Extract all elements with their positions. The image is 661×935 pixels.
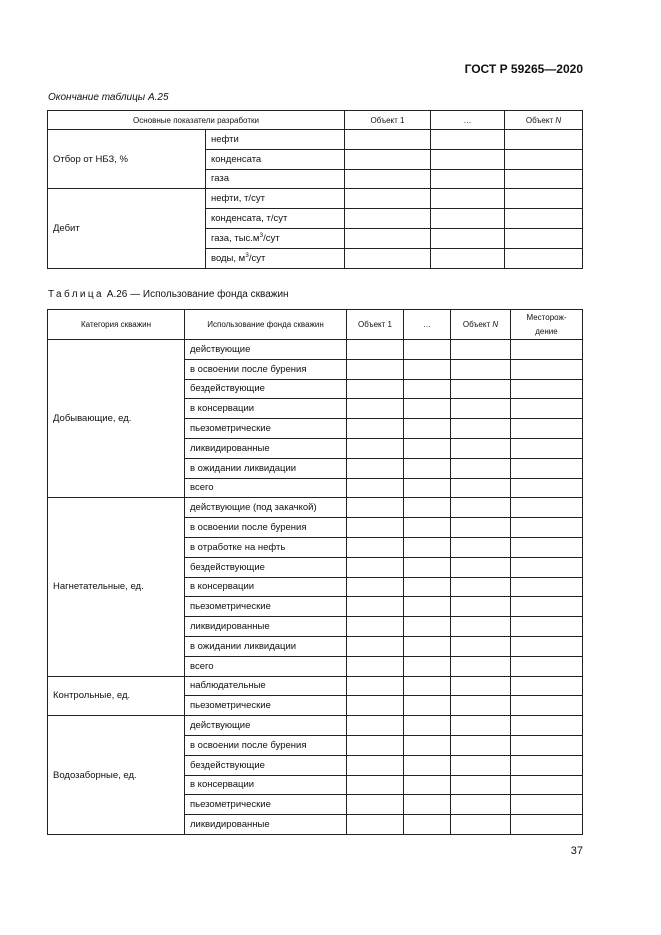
value-cell <box>511 696 583 716</box>
value-cell <box>511 815 583 835</box>
value-cell <box>511 359 583 379</box>
value-cell <box>347 458 404 478</box>
value-cell <box>404 340 451 360</box>
value-cell <box>511 795 583 815</box>
value-cell <box>451 775 511 795</box>
value-cell <box>345 189 431 209</box>
value-cell <box>404 577 451 597</box>
value-cell <box>511 735 583 755</box>
value-cell <box>511 478 583 498</box>
value-cell <box>404 696 451 716</box>
table-row <box>48 130 583 150</box>
value-cell <box>404 815 451 835</box>
table-row <box>48 498 583 518</box>
indicator-label: конденсата <box>206 149 345 169</box>
value-cell <box>404 498 451 518</box>
value-cell <box>347 735 404 755</box>
value-cell <box>345 209 431 229</box>
value-cell <box>451 656 511 676</box>
column-header: Использование фонда скважин <box>185 310 347 340</box>
value-cell <box>347 359 404 379</box>
table-row <box>48 340 583 360</box>
value-cell <box>511 498 583 518</box>
value-cell <box>404 518 451 538</box>
value-cell <box>347 557 404 577</box>
column-header: … <box>404 310 451 340</box>
well-category-label: Водозаборные, ед. <box>48 716 185 835</box>
fund-usage-label: в консервации <box>185 775 347 795</box>
value-cell <box>451 399 511 419</box>
table-row <box>48 716 583 736</box>
value-cell <box>511 676 583 696</box>
column-header: Объект 1 <box>345 111 431 130</box>
value-cell <box>404 755 451 775</box>
value-cell <box>511 518 583 538</box>
value-cell <box>347 775 404 795</box>
table-row <box>48 676 583 696</box>
value-cell <box>404 399 451 419</box>
value-cell <box>451 419 511 439</box>
indicator-group-label: Дебит <box>48 189 206 268</box>
value-cell <box>451 478 511 498</box>
column-header: Объект 1 <box>347 310 404 340</box>
value-cell <box>451 755 511 775</box>
value-cell <box>451 359 511 379</box>
value-cell <box>431 130 505 150</box>
value-cell <box>404 636 451 656</box>
value-cell <box>345 149 431 169</box>
value-cell <box>511 716 583 736</box>
value-cell <box>511 577 583 597</box>
value-cell <box>347 498 404 518</box>
value-cell <box>404 557 451 577</box>
table-26 <box>47 309 583 835</box>
value-cell <box>347 438 404 458</box>
value-cell <box>404 379 451 399</box>
value-cell <box>451 617 511 637</box>
fund-usage-label: пьезометрические <box>185 795 347 815</box>
value-cell <box>451 696 511 716</box>
value-cell <box>451 676 511 696</box>
value-cell <box>431 189 505 209</box>
fund-usage-label: в консервации <box>185 399 347 419</box>
column-header: … <box>431 111 505 130</box>
well-category-label: Контрольные, ед. <box>48 676 185 716</box>
value-cell <box>347 340 404 360</box>
table-25-caption: Окончание таблицы А.25 <box>48 92 169 103</box>
value-cell <box>451 379 511 399</box>
value-cell <box>347 597 404 617</box>
value-cell <box>404 716 451 736</box>
value-cell <box>511 557 583 577</box>
fund-usage-label: бездействующие <box>185 379 347 399</box>
indicator-label: газа, $тыс.м^3$/сут <box>206 228 345 248</box>
value-cell <box>451 577 511 597</box>
value-cell <box>347 636 404 656</box>
value-cell <box>347 617 404 637</box>
value-cell <box>431 149 505 169</box>
value-cell <box>347 478 404 498</box>
fund-usage-label: пьезометрические <box>185 419 347 439</box>
value-cell <box>345 248 431 268</box>
page-number: 37 <box>570 845 583 857</box>
value-cell <box>431 228 505 248</box>
value-cell <box>347 755 404 775</box>
table-26-caption <box>48 289 289 300</box>
value-cell <box>511 755 583 775</box>
value-cell <box>345 130 431 150</box>
fund-usage-label: в освоении после бурения <box>185 735 347 755</box>
value-cell <box>511 419 583 439</box>
value-cell <box>451 597 511 617</box>
value-cell <box>431 248 505 268</box>
value-cell <box>345 169 431 189</box>
value-cell <box>404 438 451 458</box>
value-cell <box>404 537 451 557</box>
value-cell <box>505 130 583 150</box>
value-cell <box>451 498 511 518</box>
value-cell <box>347 577 404 597</box>
fund-usage-label: действующие <box>185 716 347 736</box>
value-cell <box>511 458 583 478</box>
value-cell <box>347 795 404 815</box>
value-cell <box>511 379 583 399</box>
value-cell <box>451 458 511 478</box>
indicator-label: нефти, т/сут <box>206 189 345 209</box>
value-cell <box>511 537 583 557</box>
value-cell <box>347 419 404 439</box>
value-cell <box>404 617 451 637</box>
indicator-label: воды, $м^3$/сут <box>206 248 345 268</box>
value-cell <box>511 597 583 617</box>
value-cell <box>404 795 451 815</box>
value-cell <box>347 379 404 399</box>
indicator-label: нефти <box>206 130 345 150</box>
value-cell <box>347 815 404 835</box>
column-header: Основные показатели разработки <box>48 111 345 130</box>
fund-usage-label: в отработке на нефть <box>185 537 347 557</box>
fund-usage-label: бездействующие <box>185 557 347 577</box>
fund-usage-label: ликвидированные <box>185 815 347 835</box>
value-cell <box>431 209 505 229</box>
fund-usage-label: всего <box>185 478 347 498</box>
value-cell <box>505 209 583 229</box>
value-cell <box>505 189 583 209</box>
value-cell <box>511 617 583 637</box>
value-cell <box>404 359 451 379</box>
value-cell <box>347 399 404 419</box>
value-cell <box>505 149 583 169</box>
value-cell <box>451 815 511 835</box>
value-cell <box>451 716 511 736</box>
fund-usage-label: в освоении после бурения <box>185 518 347 538</box>
caption-text: А.26 — Использование фонда скважин <box>106 289 289 300</box>
fund-usage-label: в консервации <box>185 577 347 597</box>
column-header: Объект N <box>451 310 511 340</box>
indicator-group-label: Отбор от НБЗ, % <box>48 130 206 189</box>
value-cell <box>505 228 583 248</box>
value-cell <box>451 557 511 577</box>
value-cell <box>511 340 583 360</box>
value-cell <box>404 775 451 795</box>
value-cell <box>451 636 511 656</box>
value-cell <box>511 399 583 419</box>
indicator-label: конденсата, т/сут <box>206 209 345 229</box>
value-cell <box>404 676 451 696</box>
value-cell <box>451 735 511 755</box>
value-cell <box>451 438 511 458</box>
fund-usage-label: наблюдательные <box>185 676 347 696</box>
value-cell <box>347 518 404 538</box>
value-cell <box>347 716 404 736</box>
value-cell <box>347 676 404 696</box>
column-header: Категория скважин <box>48 310 185 340</box>
column-header-field: Месторож- дение <box>511 310 583 340</box>
value-cell <box>404 656 451 676</box>
value-cell <box>505 169 583 189</box>
value-cell <box>511 636 583 656</box>
value-cell <box>404 597 451 617</box>
value-cell <box>451 340 511 360</box>
well-category-label: Нагнетательные, ед. <box>48 498 185 676</box>
value-cell <box>347 537 404 557</box>
fund-usage-label: пьезометрические <box>185 696 347 716</box>
value-cell <box>347 696 404 716</box>
column-header: Объект N <box>505 111 583 130</box>
fund-usage-label: пьезометрические <box>185 597 347 617</box>
value-cell <box>347 656 404 676</box>
fund-usage-label: в ожидании ликвидации <box>185 636 347 656</box>
value-cell <box>451 518 511 538</box>
value-cell <box>345 228 431 248</box>
value-cell <box>511 775 583 795</box>
fund-usage-label: ликвидированные <box>185 438 347 458</box>
table-25 <box>47 110 583 269</box>
fund-usage-label: бездействующие <box>185 755 347 775</box>
fund-usage-label: действующие <box>185 340 347 360</box>
fund-usage-label: всего <box>185 656 347 676</box>
indicator-label: газа <box>206 169 345 189</box>
value-cell <box>404 458 451 478</box>
value-cell <box>404 735 451 755</box>
fund-usage-label: в освоении после бурения <box>185 359 347 379</box>
fund-usage-label: в ожидании ликвидации <box>185 458 347 478</box>
standard-number: ГОСТ Р 59265—2020 <box>464 62 583 76</box>
value-cell <box>451 795 511 815</box>
fund-usage-label: действующие (под закачкой) <box>185 498 347 518</box>
value-cell <box>511 656 583 676</box>
table-row <box>48 189 583 209</box>
value-cell <box>511 438 583 458</box>
value-cell <box>505 248 583 268</box>
value-cell <box>404 478 451 498</box>
value-cell <box>404 419 451 439</box>
value-cell <box>431 169 505 189</box>
fund-usage-label: ликвидированные <box>185 617 347 637</box>
value-cell <box>451 537 511 557</box>
caption-label: Таблица <box>48 289 105 300</box>
well-category-label: Добывающие, ед. <box>48 340 185 498</box>
